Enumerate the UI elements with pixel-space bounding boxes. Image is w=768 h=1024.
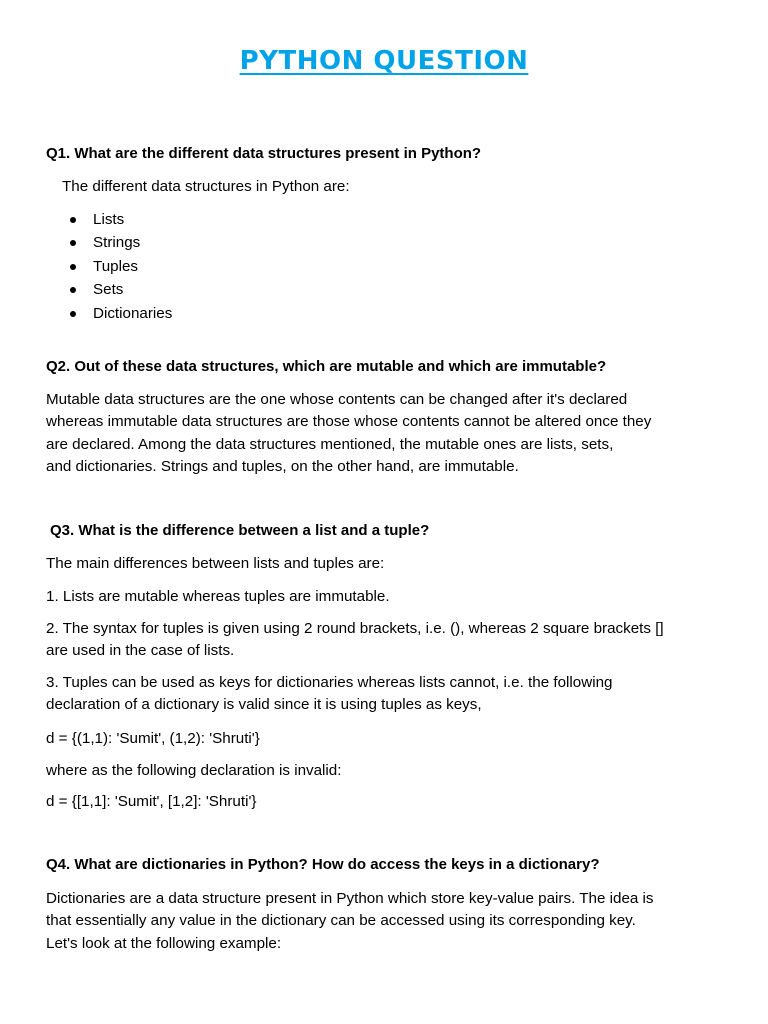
answer-line: Let's look at the following example: xyxy=(46,934,282,952)
invalid-declaration-intro: where as the following declaration is invalid: xyxy=(46,762,342,779)
question-4-heading: Q4. What are dictionaries in Python? How do access the keys in a dictionary? xyxy=(46,856,600,873)
list-item: Strings xyxy=(70,231,172,254)
invalid-dictionary-example: d = {[1,1]: 'Sumit', [1,2]: 'Shruti'} xyxy=(46,793,257,810)
data-structures-list xyxy=(70,208,172,325)
answer-line: Mutable data structures are the one whose contents can be changed after it's declared xyxy=(46,391,628,408)
list-item: Lists xyxy=(70,208,172,231)
point-line: are used in the case of lists. xyxy=(46,642,235,660)
question-2-answer xyxy=(46,389,736,478)
question-1-heading: Q1. What are the different data structures present in Python? xyxy=(46,145,482,162)
answer-line: are declared. Among the data structures mentioned, the mutable ones are lists, sets, xyxy=(46,435,614,453)
answer-line: whereas immutable data structures are those whose contents cannot be altered once they xyxy=(46,413,652,431)
answer-line: Dictionaries are a data structure present in Python which store key-value pairs. The idea is xyxy=(46,890,654,907)
document-title: PYTHON QUESTION xyxy=(239,46,529,76)
question-1-intro: The different data structures in Python are: xyxy=(62,178,350,195)
difference-point-3 xyxy=(46,672,736,717)
point-line: 3. Tuples can be used as keys for dictionaries whereas lists cannot, i.e. the following xyxy=(46,674,613,691)
list-item: Sets xyxy=(70,278,172,301)
list-item: Tuples xyxy=(70,255,172,278)
list-item: Dictionaries xyxy=(70,302,172,325)
point-line: declaration of a dictionary is valid since it is using tuples as keys, xyxy=(46,696,482,714)
difference-point-2 xyxy=(46,618,736,663)
valid-dictionary-example: d = {(1,1): 'Sumit', (1,2): 'Shruti'} xyxy=(46,730,260,747)
difference-point-1: 1. Lists are mutable whereas tuples are immutable. xyxy=(46,588,390,605)
question-2-heading: Q2. Out of these data structures, which are mutable and which are immutable? xyxy=(46,358,607,375)
question-4-answer xyxy=(46,888,736,955)
question-3-heading: Q3. What is the difference between a list and a tuple? xyxy=(50,522,430,539)
answer-line: that essentially any value in the dictionary can be accessed using its corresponding key. xyxy=(46,912,636,930)
question-3-intro: The main differences between lists and tuples are: xyxy=(46,555,385,572)
answer-line: and dictionaries. Strings and tuples, on the other hand, are immutable. xyxy=(46,457,519,475)
point-line: 2. The syntax for tuples is given using 2 round brackets, i.e. (), whereas 2 square brackets [] xyxy=(46,620,664,637)
